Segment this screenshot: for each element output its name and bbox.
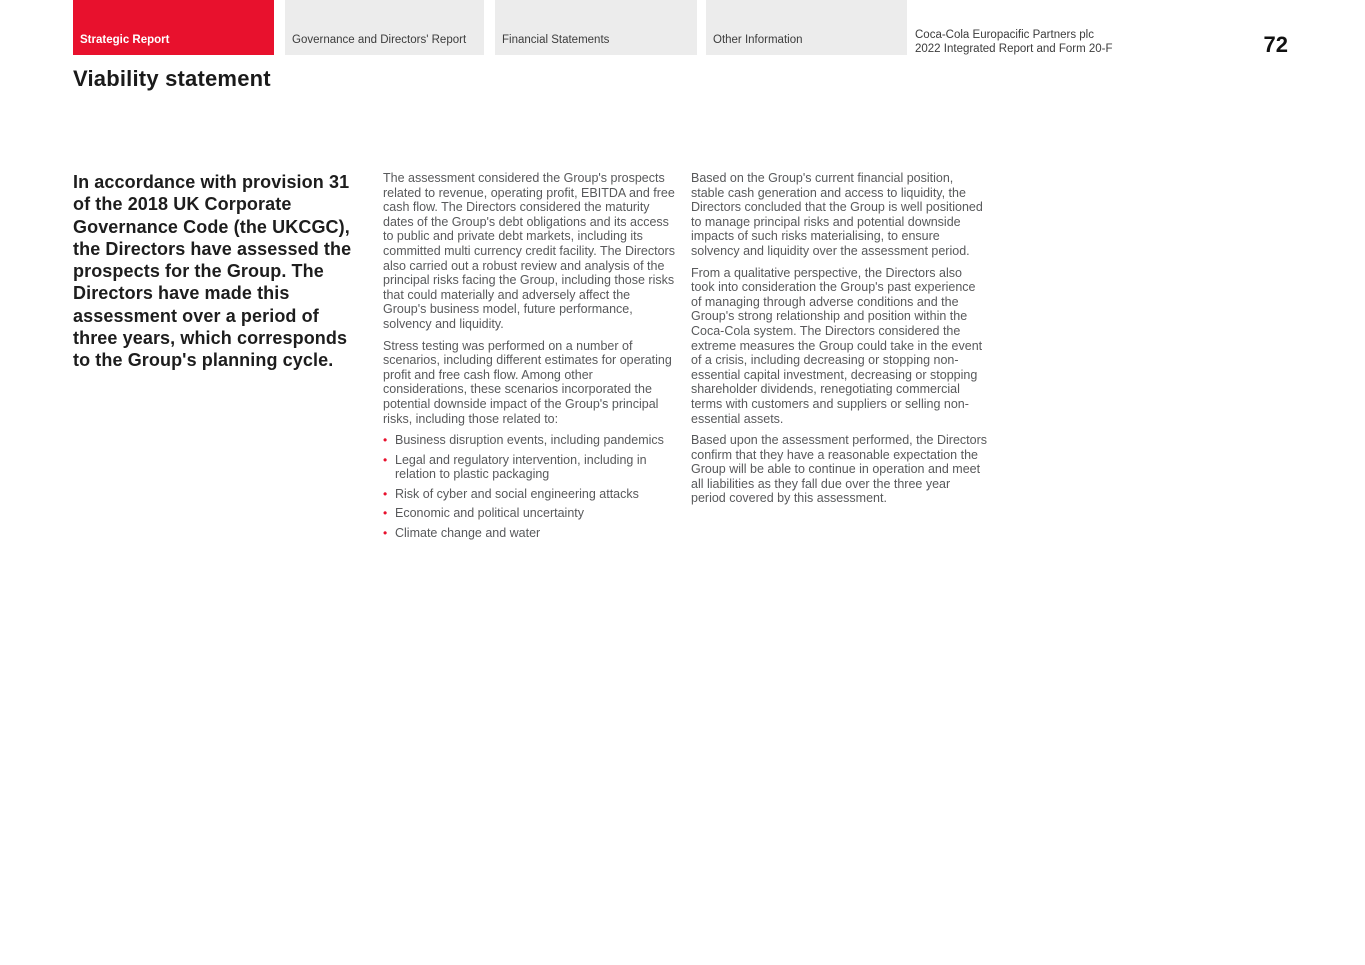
tab-label: Strategic Report [80,34,170,46]
intro-statement: In accordance with provision 31 of the 2018 UK Corporate Governance Code (the UKCGC), the Directors have assessed the prospects for the Group. The Directors have made this assessment over a period of three years, which corresponds to the Group's planning cycle. [73,172,352,371]
bullet-icon: • [383,486,388,501]
tab-governance-directors-report[interactable] [285,0,484,55]
tab-label: Governance and Directors' Report [292,34,467,46]
page-title: Viability statement [73,66,271,91]
assessment-paragraph: The assessment considered the Group's prospects related to revenue, operating profit, EBITDA and free cash flow. The Directors considered the maturity dates of the Group's debt obligations and its access to public and private debt markets, including its committed multi currency credit facility. The Directors also carried out a robust review and analysis of the principal risks facing the Group, including those risks that could materially and adversely affect the Group's business model, future performance, solvency and liquidity. [383,171,675,331]
list-item-text: Economic and political uncertainty [395,506,584,521]
middle-column [383,171,676,546]
list-item [383,433,676,448]
tab-financial-statements[interactable] [495,0,697,55]
report-name: 2022 Integrated Report and Form 20-F [915,43,1113,55]
bullet-icon: • [383,506,388,521]
principal-risks-list [383,433,676,541]
right-column [691,171,987,513]
publication-info [915,28,1113,56]
tab-label: Other Information [713,34,803,46]
tab-label: Financial Statements [502,34,610,46]
list-item-text: Climate change and water [395,526,541,541]
company-name: Coca-Cola Europacific Partners plc [915,29,1094,41]
financial-position-paragraph: Based on the Group's current financial position, stable cash generation and access to liquidity, the Directors concluded that the Group is well positioned to manage principal risks and potential downside impacts of such risks materialising, to ensure solvency and liquidity over the assessment period. [691,171,983,258]
intro-column [73,171,355,372]
list-item [383,526,676,541]
list-item-text: Business disruption events, including pandemics [395,433,664,448]
bullet-icon: • [383,452,388,467]
list-item-text: Risk of cyber and social engineering attacks [395,486,639,501]
page-number: 72 [1263,32,1288,57]
bullet-icon: • [383,526,388,541]
qualitative-perspective-paragraph: From a qualitative perspective, the Directors also took into consideration the Group's past experience of managing through adverse conditions and the Group's strong relationship and position within the Coca-Cola system. The Directors considered the extreme measures the Group could take in the event of a crisis, including decreasing or stopping non-essential capital investment, decreasing or stopping shareholder dividends, renegotiating commercial terms with customers and suppliers or selling non-essential assets. [691,265,983,426]
stress-testing-paragraph: Stress testing was performed on a number of scenarios, including different estimates for operating profit and free cash flow. Among other considerations, these scenarios incorporated the potential downside impact of the Group's principal risks, including those related to: [383,338,672,426]
tab-strategic-report[interactable] [73,0,274,55]
conclusion-paragraph: Based upon the assessment performed, the Directors confirm that they have a reasonable expectation the Group will be able to continue in operation and meet all liabilities as they fall due over the three year period covered by this assessment. [691,433,987,506]
list-item [383,453,676,482]
section-tabs [0,0,1365,55]
list-item [383,487,676,502]
list-item [383,506,676,521]
bullet-icon: • [383,433,388,448]
list-item-text: Legal and regulatory intervention, including in relation to plastic packaging [395,452,647,482]
tab-other-information[interactable] [706,0,907,55]
